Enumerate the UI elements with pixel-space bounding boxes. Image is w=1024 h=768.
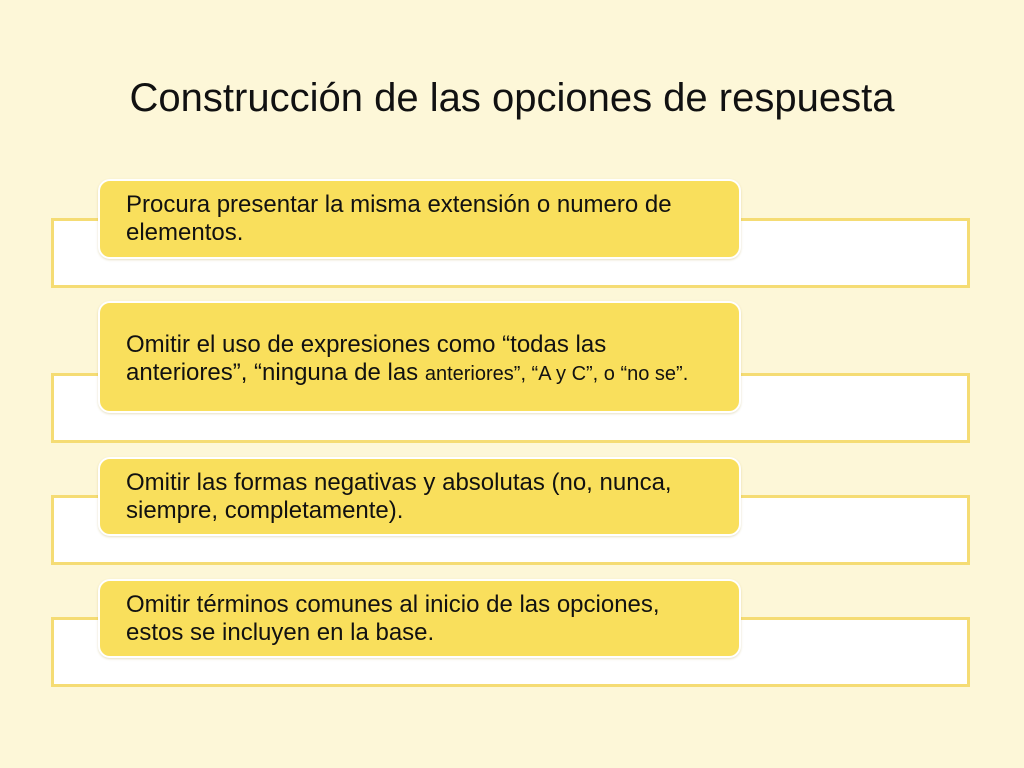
item-text: Omitir las formas negativas y absolutas (no, nunca, siempre, completamente). (126, 468, 672, 524)
item-text-part: Omitir el uso de expresiones como “todas las anteriores”, “ninguna de las (126, 330, 607, 386)
slide-title: Construcción de las opciones de respuesta (129, 76, 895, 120)
item-text: Procura presentar la misma extensión o numero de elementos. (126, 191, 672, 246)
item-text-part-small: ”, “A y C”, o “no se”. (513, 362, 689, 385)
item-text-part-small: anteriores (424, 362, 514, 385)
item-card (98, 301, 741, 413)
item-card (98, 457, 741, 536)
item-card (98, 179, 741, 259)
item-text (126, 331, 715, 388)
item-card (98, 579, 741, 658)
item-text: Omitir términos comunes al inicio de las opciones, estos se incluyen en la base. (126, 590, 660, 646)
